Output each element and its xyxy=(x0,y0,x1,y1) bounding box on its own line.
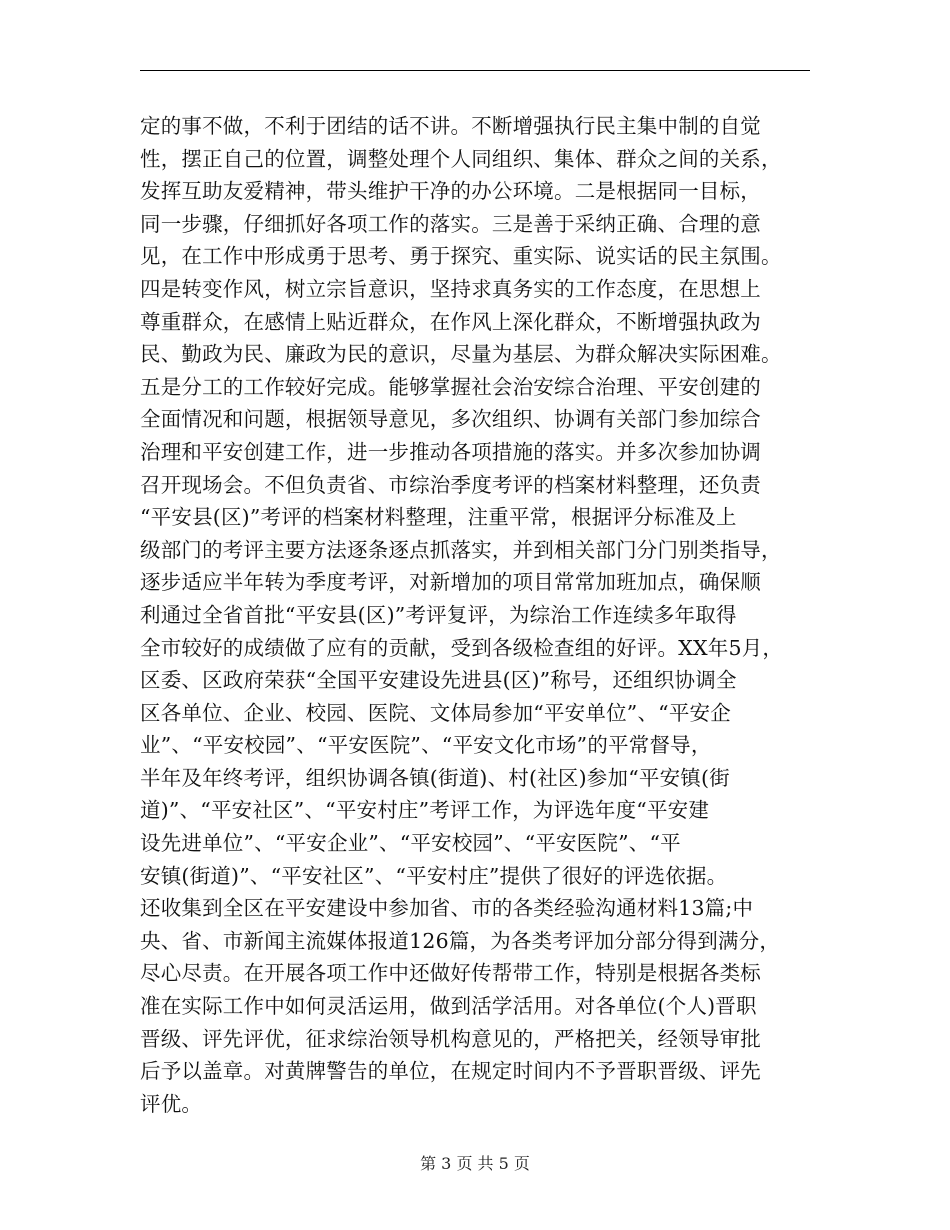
text-line: 后予以盖章。对黄牌警告的单位，在规定时间内不予晋职晋级、评先 xyxy=(140,1059,761,1084)
page-number-footer: 第 3 页 共 5 页 xyxy=(420,1154,530,1173)
text-line: 业”、“平安校园”、“平安医院”、“平安文化市场”的平常督导， xyxy=(140,733,712,758)
header-rule xyxy=(140,70,810,71)
text-line: 定的事不做，不利于团结的话不讲。不断增强执行民主集中制的自觉 xyxy=(140,114,761,138)
text-line: 区各单位、企业、校园、医院、文体局参加“平安单位”、“平安企 xyxy=(140,700,731,725)
text-line: 安镇(街道)”、“平安社区”、“平安村庄”提供了很好的评选依据。 xyxy=(140,863,728,888)
text-line: 级部门的考评主要方法逐条逐点抓落实，并到相关部门分门别类指导， xyxy=(140,537,782,562)
text-line: 尊重群众，在感情上贴近群众，在作风上深化群众，不断增强执政为 xyxy=(140,309,761,334)
text-line: 晋级、评先评优，征求综治领导机构意见的，严格把关，经领导审批 xyxy=(140,1026,761,1051)
text-line: 逐步适应半年转为季度考评，对新增加的项目常常加班加点，确保顺 xyxy=(140,570,761,595)
text-line: 尽心尽责。在开展各项工作中还做好传帮带工作，特别是根据各类标 xyxy=(140,961,761,986)
text-line: 五是分工的工作较好完成。能够掌握社会治安综合治理、平安创建的 xyxy=(140,374,761,399)
text-line: 四是转变作风，树立宗旨意识，坚持求真务实的工作态度，在思想上 xyxy=(140,276,761,301)
text-line: 准在实际工作中如何灵活运用，做到活学活用。对各单位(个人)晋职 xyxy=(140,994,757,1019)
text-line: 半年及年终考评，组织协调各镇(街道)、村(社区)参加“平安镇(街 xyxy=(140,765,730,790)
text-line: “平安县(区)”考评的档案材料整理，注重平常，根据评分标准及上 xyxy=(140,505,737,530)
text-line: 民、勤政为民、廉政为民的意识，尽量为基层、为群众解决实际困难。 xyxy=(140,342,782,367)
text-line: 评优。 xyxy=(140,1091,203,1116)
text-line: 全市较好的成绩做了应有的贡献，受到各级检查组的好评。XX年5月， xyxy=(140,635,784,660)
text-line: 央、省、市新闻主流媒体报道126篇，为各类考评加分部分得到满分， xyxy=(140,928,781,953)
text-line: 道)”、“平安社区”、“平安村庄”考评工作，为评选年度“平安建 xyxy=(140,798,710,823)
text-line: 还收集到全区在平安建设中参加省、市的各类经验沟通材料13篇;中 xyxy=(140,896,754,921)
text-line: 发挥互助友爱精神，带头维护干净的办公环境。二是根据同一目标， xyxy=(140,179,761,204)
document-body xyxy=(140,110,812,1120)
text-line: 见，在工作中形成勇于思考、勇于探究、重实际、说实话的民主氛围。 xyxy=(140,244,782,269)
text-line: 治理和平安创建工作，进一步推动各项措施的落实。并多次参加协调 xyxy=(140,439,761,464)
text-line: 设先进单位”、“平安企业”、“平安校园”、“平安医院”、“平 xyxy=(140,831,681,856)
text-line: 利通过全省首批“平安县(区)”考评复评，为综治工作连续多年取得 xyxy=(140,602,737,627)
text-line: 区委、区政府荣获“全国平安建设先进县(区)”称号，还组织协调全 xyxy=(140,668,737,693)
text-line: 全面情况和问题，根据领导意见，多次组织、协调有关部门参加综合 xyxy=(140,407,761,432)
text-line: 性，摆正自己的位置，调整处理个人同组织、集体、群众之间的关系， xyxy=(140,146,782,171)
text-line: 同一步骤，仔细抓好各项工作的落实。三是善于采纳正确、合理的意 xyxy=(140,211,761,236)
text-line: 召开现场会。不但负责省、市综治季度考评的档案材料整理，还负责 xyxy=(140,472,761,497)
